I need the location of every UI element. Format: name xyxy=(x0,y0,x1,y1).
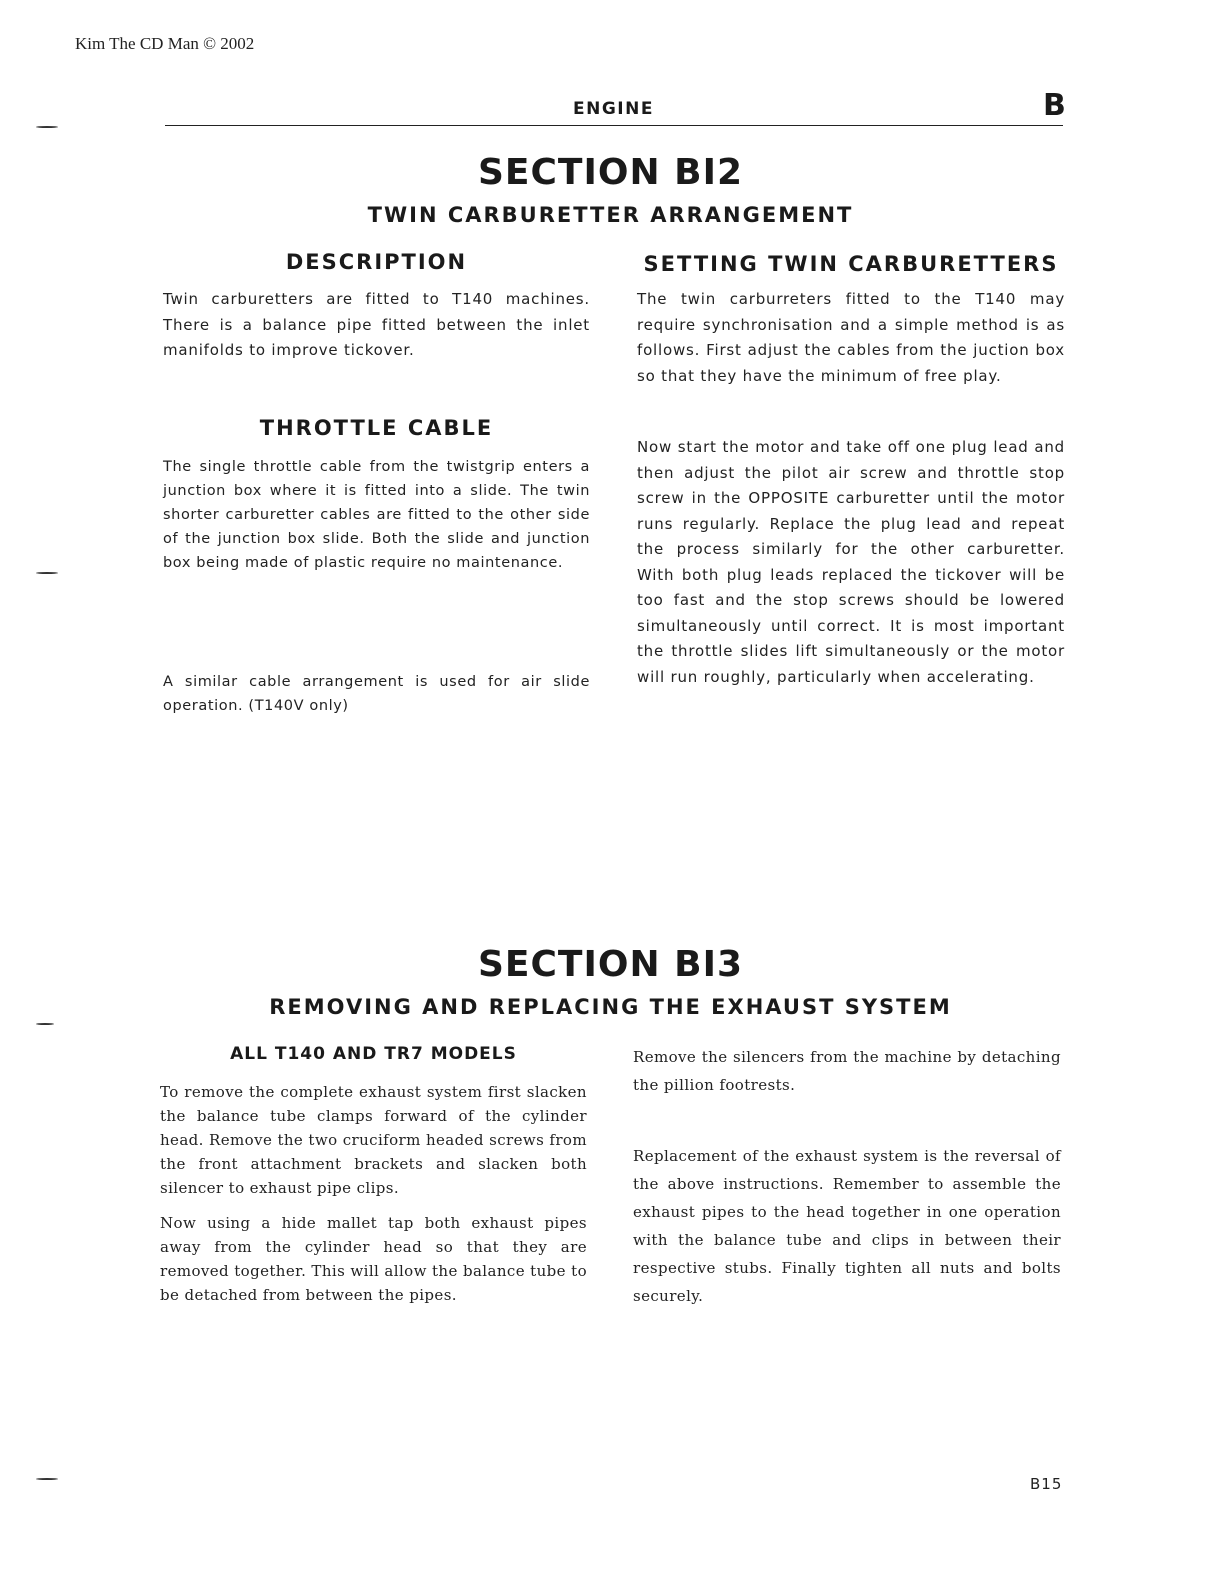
silencer-removal-text: Remove the silencers from the machine by detaching the pillion footrests. xyxy=(633,1048,1061,1094)
section-b13-title: SECTION BI3 xyxy=(477,944,744,985)
margin-mark xyxy=(36,1478,58,1480)
section-b12-title: SECTION BI2 xyxy=(477,152,744,193)
section-b12-subtitle: TWIN CARBURETTER ARRANGEMENT xyxy=(367,203,854,227)
setting-carburetters-heading: SETTING TWIN CARBURETTERS xyxy=(643,252,1059,276)
description-heading: DESCRIPTION xyxy=(285,250,468,274)
air-slide-text: A similar cable arrangement is used for air slide operation. (T140V only) xyxy=(163,674,590,714)
header-rule xyxy=(165,125,1063,126)
throttle-cable-text: The single throttle cable from the twistgrip enters a junction box where it is fitted into a slide. The twin shorter carburetter cables are fitted to the other side of the junction box slide. Both the slide and junction box being made of plastic require no maintenance. xyxy=(163,459,590,571)
exhaust-removal-text-2: Now using a hide mallet tap both exhaust pipes away from the cylinder head so that they are removed together. This will allow the balance tube to be detached from between the pipes. xyxy=(160,1214,587,1304)
copyright-notice: Kim The CD Man © 2002 xyxy=(75,34,255,53)
setting-carburetters-text-2: Now start the motor and take off one plug lead and then adjust the pilot air screw and throttle stop screw in the OPPOSITE carburetter until the motor runs regularly. Replace the plug lead and repeat the process similarly for the other carburetter. With both plug leads replaced the tickover will be too fast and the stop screws should be lowered simultaneously until correct. It is most important the throttle slides lift simultaneously or the motor will run roughly, particularly when accelerating. xyxy=(637,438,1065,686)
exhaust-removal-text-1: To remove the complete exhaust system first slacken the balance tube clamps forward of the cylinder head. Remove the two cruciform headed screws from the front attachment brackets and slacken both silencer to exhaust pipe clips. xyxy=(160,1083,587,1197)
chapter-title: ENGINE xyxy=(573,99,654,119)
throttle-cable-heading: THROTTLE CABLE xyxy=(259,416,494,440)
margin-mark xyxy=(36,1023,54,1025)
setting-carburetters-text-1: The twin carburreters fitted to the T140 may require synchronisation and a simple method is as follows. First adjust the cables from the juction box so that they have the minimum of free play. xyxy=(637,290,1065,385)
exhaust-replacement-text: Replacement of the exhaust system is the reversal of the above instructions. Remember to assemble the exhaust pipes to the head together in one operation with the balance tube and clips in between their respective stubs. Finally tighten all nuts and bolts securely. xyxy=(633,1147,1061,1305)
section-b13-subtitle: REMOVING AND REPLACING THE EXHAUST SYSTEM xyxy=(269,995,952,1019)
description-text: Twin carburetters are fitted to T140 machines. There is a balance pipe fitted between the inlet manifolds to improve tickover. xyxy=(163,290,590,359)
page-number: B15 xyxy=(1030,1475,1063,1493)
margin-mark xyxy=(36,126,58,128)
margin-mark xyxy=(36,572,58,574)
chapter-letter: B xyxy=(1043,88,1066,123)
models-heading: ALL T140 AND TR7 MODELS xyxy=(230,1044,517,1064)
